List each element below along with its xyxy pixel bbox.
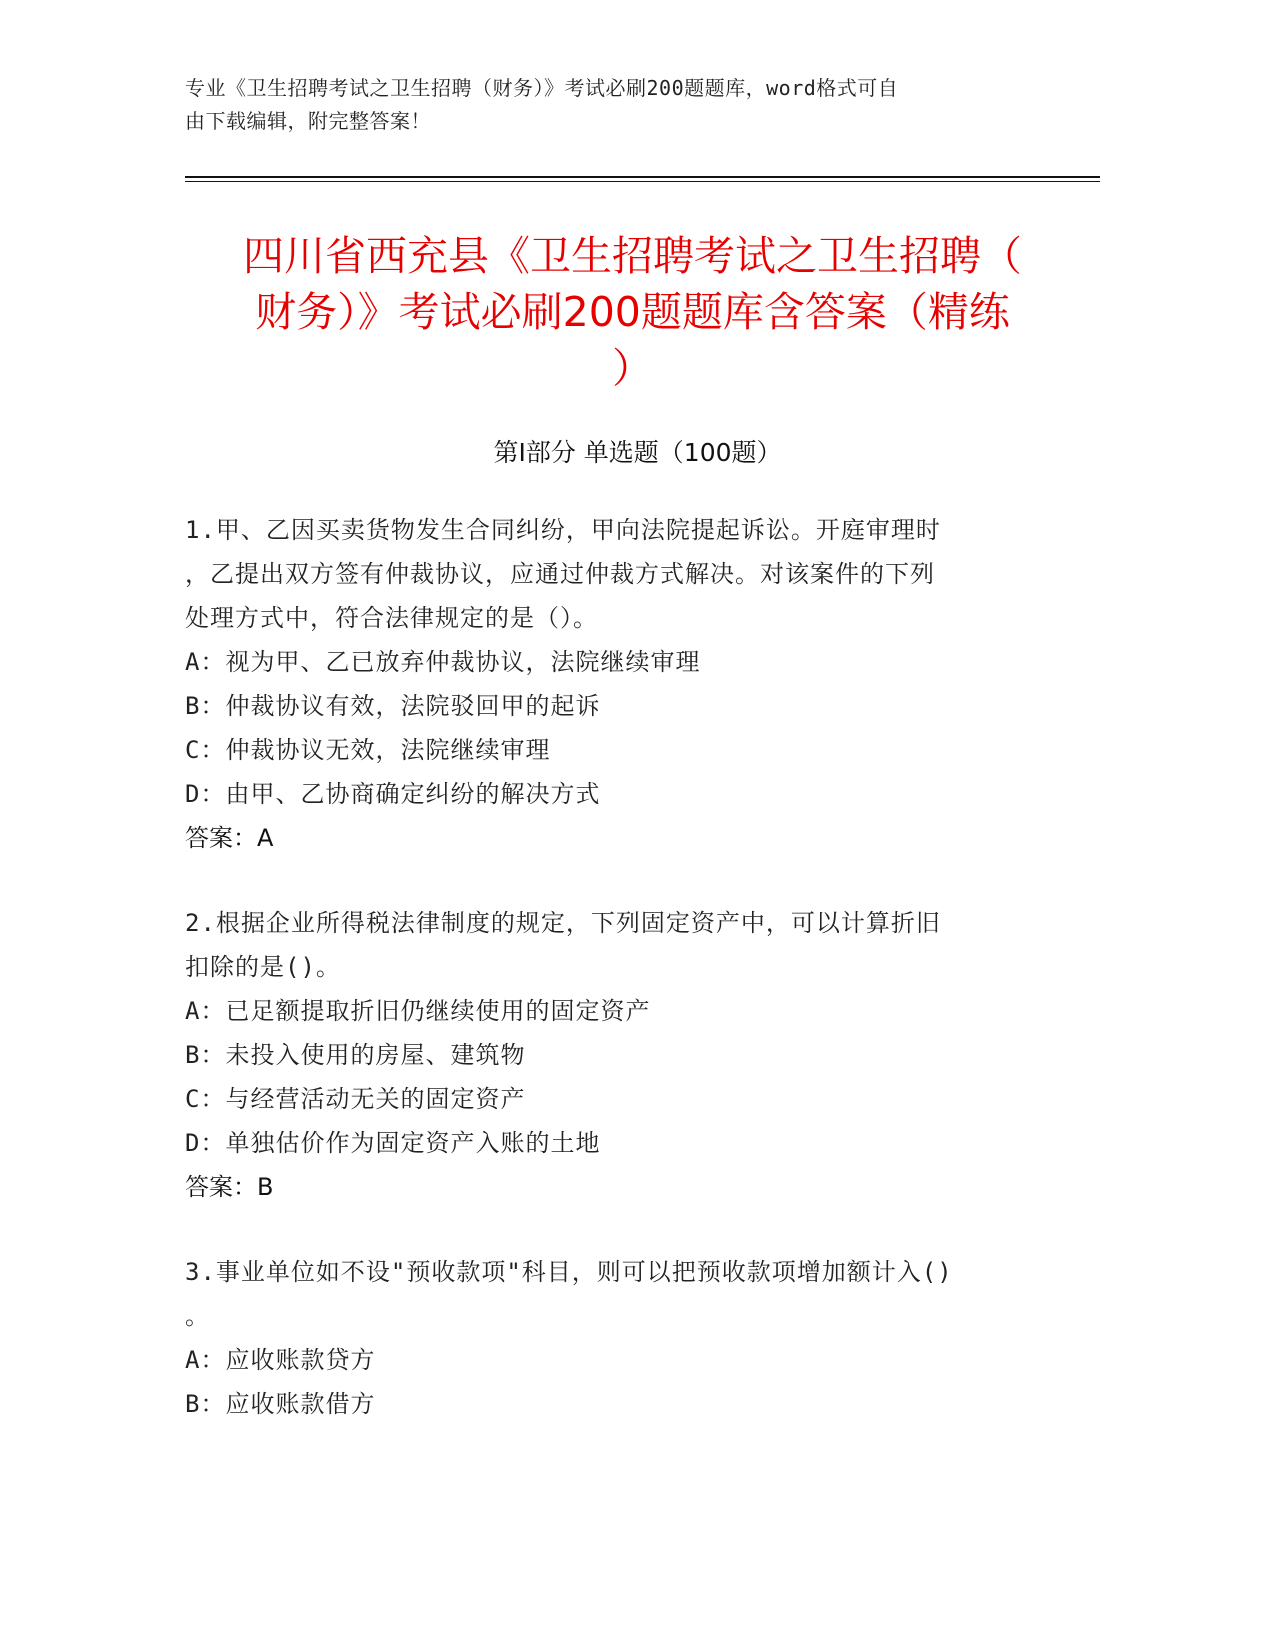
answer-option: B：仲裁协议有效，法院驳回甲的起诉 — [185, 692, 601, 720]
answer-option: A：已足额提取折旧仍继续使用的固定资产 — [185, 997, 651, 1025]
answer-option: A：视为甲、乙已放弃仲裁协议，法院继续审理 — [185, 648, 701, 676]
correct-answer: 答案：A — [185, 824, 274, 852]
question-stem-line: 处理方式中，符合法律规定的是（）。 — [185, 604, 598, 632]
section-heading: 第Ⅰ部分 单选题（100题） — [493, 438, 782, 467]
question-stem-line: 扣除的是()。 — [185, 953, 341, 981]
document-title — [180, 228, 1085, 396]
header-note — [185, 72, 1065, 138]
header-divider-thin — [185, 181, 1100, 182]
question-stem-line: 1.甲、乙因买卖货物发生合同纠纷，甲向法院提起诉讼。开庭审理时 — [185, 516, 941, 544]
question-item — [185, 508, 1025, 860]
answer-option: C：与经营活动无关的固定资产 — [185, 1085, 526, 1113]
answer-option: C：仲裁协议无效，法院继续审理 — [185, 736, 551, 764]
correct-answer: 答案：B — [185, 1173, 274, 1201]
answer-option: B：未投入使用的房屋、建筑物 — [185, 1041, 526, 1069]
question-stem-line: 3.事业单位如不设"预收款项"科目，则可以把预收款项增加额计入() — [185, 1258, 953, 1286]
question-stem-line: 2.根据企业所得税法律制度的规定，下列固定资产中，可以计算折旧 — [185, 909, 941, 937]
answer-option: B：应收账款借方 — [185, 1390, 376, 1418]
answer-option: A：应收账款贷方 — [185, 1346, 376, 1374]
question-item — [185, 1250, 1025, 1426]
question-stem-line: ，乙提出双方签有仲裁协议，应通过仲裁方式解决。对该案件的下列 — [185, 560, 935, 588]
answer-option: D：单独估价作为固定资产入账的土地 — [185, 1129, 601, 1157]
header-divider — [185, 176, 1100, 178]
header-note-line: 由下载编辑，附完整答案！ — [185, 109, 431, 133]
question-item — [185, 901, 1025, 1209]
header-note-line: 专业《卫生招聘考试之卫生招聘（财务）》考试必刷200题题库，word格式可自 — [185, 76, 899, 100]
title-line: ） — [612, 344, 653, 392]
answer-option: D：由甲、乙协商确定纠纷的解决方式 — [185, 780, 601, 808]
title-line: 财务）》考试必刷200题题库含答案（精练 — [255, 288, 1010, 336]
title-line: 四川省西充县《卫生招聘考试之卫生招聘（ — [243, 232, 1022, 280]
question-list — [185, 508, 1025, 1467]
question-stem-line: 。 — [185, 1302, 210, 1330]
